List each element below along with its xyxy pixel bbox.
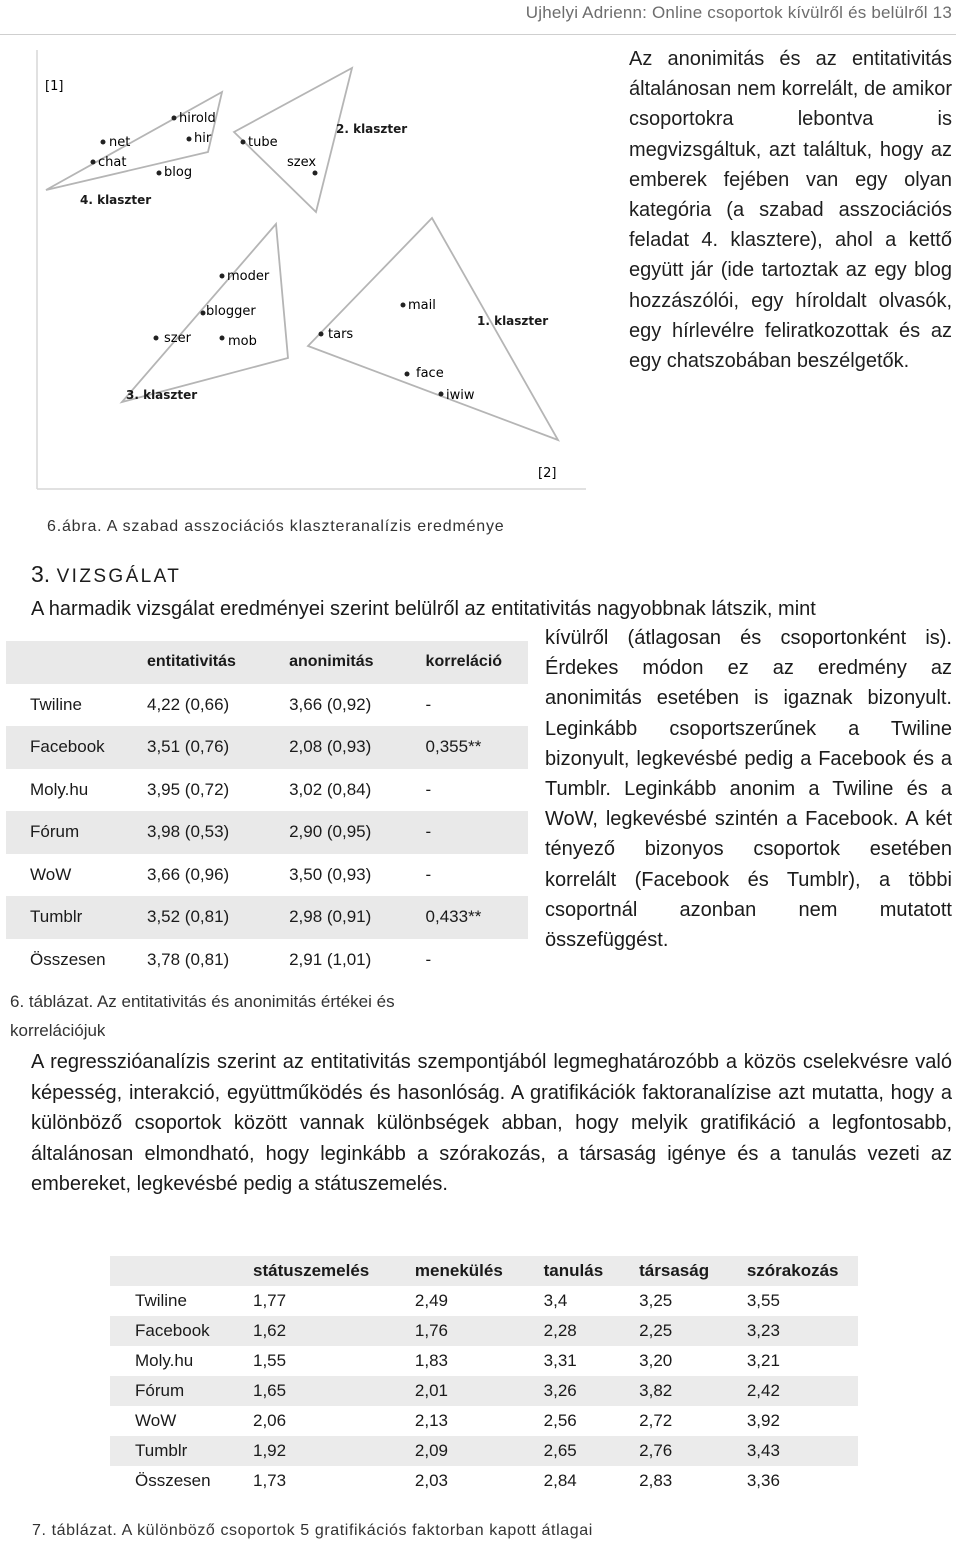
table-cell: 2,98 (0,91) (265, 896, 401, 939)
point-blogger (201, 311, 206, 316)
table-cell: 3,51 (0,76) (123, 726, 265, 769)
table-row (6, 854, 528, 897)
table-cell: Összesen (30, 949, 106, 969)
word-moder: moder (227, 269, 270, 284)
table-cell: 3,43 (725, 1436, 858, 1466)
table-cell: 1,65 (231, 1376, 393, 1406)
table-cell: 3,92 (746, 1411, 780, 1430)
table-cell: 3,25 (639, 1291, 673, 1310)
table-row (6, 896, 528, 939)
table-cell: Facebook (110, 1316, 231, 1346)
table-row (6, 769, 528, 812)
table-cell: 1,62 (231, 1316, 393, 1346)
word-chat: chat (98, 155, 127, 170)
table-cell: 3,23 (725, 1316, 858, 1346)
table-header-cell: tanulás (522, 1256, 618, 1286)
table-cell: - (425, 864, 432, 884)
table-header-cell: korreláció (402, 641, 528, 684)
table-cell: 3,36 (746, 1471, 780, 1490)
point-szex (313, 171, 318, 176)
cluster-4-label: 4. klaszter (80, 193, 152, 207)
table-header-row (110, 1256, 858, 1286)
table-row (110, 1316, 858, 1346)
table-cell: 3,95 (0,72) (147, 779, 230, 799)
table-cell: 3,66 (0,96) (147, 864, 230, 884)
table-cell: Fórum (110, 1376, 231, 1406)
table-gratifications (110, 1256, 858, 1496)
lead-paragraph: A harmadik vizsgálat eredményei szerint belülről az entitativitás nagyobbnak látszik, mint (31, 598, 816, 620)
table-row (6, 811, 528, 854)
table-entitativity (6, 641, 528, 981)
table-cell: 1,92 (231, 1436, 393, 1466)
table-cell: 3,26 (522, 1376, 618, 1406)
word-net: net (109, 135, 131, 150)
table-cell: 1,77 (253, 1291, 287, 1310)
table-cell: 2,91 (1,01) (289, 949, 372, 969)
paragraph-regression: A regresszióanalízis szerint az entitativitás szempontjából legmeghatározóbb a közös cselekvésre való képesség, interakció, együttműködés és hasonlóság. A gratifikációk faktoranalízise azt mutatta, hogy a különböző csoportok között vannak különbségek abban, hogy melyik gratifikáció a legfontosabb, általánosan elmondható, hogy leginkább a szórakozás, a társaság igénye és a tanulás vezeti az embereket, legkevésbé pedig a státuszemelés. (31, 1051, 952, 1195)
section-title-text: VIZSGÁLAT (56, 566, 182, 587)
table-header-cell (110, 1256, 231, 1286)
word-hir: hir (194, 131, 212, 146)
table-cell: 2,76 (617, 1436, 725, 1466)
table-header-cell: szórakozás (725, 1256, 858, 1286)
table-header-row (6, 641, 528, 684)
table7-caption: 7. táblázat. A különböző csoportok 5 gratifikációs faktorban kapott átlagai (32, 1522, 593, 1539)
table-cell: Facebook (6, 726, 123, 769)
table-header-cell: anonimitás (265, 641, 401, 684)
word-face: face (416, 366, 444, 381)
table-cell: 3,31 (543, 1351, 577, 1370)
table-header-cell (6, 641, 123, 684)
table-cell: 2,03 (414, 1471, 449, 1490)
table-cell: 3,66 (0,92) (289, 694, 372, 714)
table-cell: 2,28 (522, 1316, 618, 1346)
point-moder (220, 274, 225, 279)
word-hirold: hirold (179, 111, 216, 126)
point-mail (401, 303, 406, 308)
point-mob (220, 336, 225, 341)
table-cell: 2,83 (639, 1471, 673, 1490)
table-row (110, 1346, 858, 1376)
table-cell: 3,02 (0,84) (289, 779, 372, 799)
table-row (110, 1406, 858, 1436)
table6-caption-continued: korrelációjuk (10, 1021, 106, 1040)
table-row (110, 1286, 858, 1316)
table-row (110, 1436, 858, 1466)
figure-caption: 6.ábra. A szabad asszociációs klaszteranalízis eredménye (47, 518, 505, 535)
table-cell: Tumblr (6, 896, 123, 939)
table-cell: 3,98 (0,53) (123, 811, 265, 854)
table-cell: 2,42 (725, 1376, 858, 1406)
cluster-1-label: 1. klaszter (477, 314, 549, 328)
table-cell: 3,21 (746, 1351, 780, 1370)
table-header-cell: státuszemelés (231, 1256, 393, 1286)
running-header: Ujhelyi Adrienn: Online csoportok kívülről és belülről 13 (525, 3, 952, 22)
point-szer (154, 336, 159, 341)
table-cell: 2,72 (639, 1411, 673, 1430)
table-header-cell: társaság (617, 1256, 725, 1286)
table6-caption: 6. táblázat. Az entitativitás és anonimitás értékei és (10, 992, 395, 1011)
table-cell: 2,49 (414, 1291, 449, 1310)
table-cell: 2,13 (414, 1411, 449, 1430)
cluster-diagram (36, 50, 586, 492)
point-hir (187, 137, 192, 142)
table-cell: Twiline (135, 1291, 187, 1310)
table-cell: 3,4 (543, 1291, 568, 1310)
word-blog: blog (164, 165, 193, 180)
paragraph-anonymity: Az anonimitás és az entitativitás általánosan nem korrelált, de amikor csoportokra lebontva is megvizsgáltuk, azt találtuk, hogy az emberek fejében van egy olyan kategória (a szabad asszociációs feladat 4. klasztere), ahol a kettő együtt jár (ide tartoztak az egy blog hozzászólói, egy híroldalt olvasók, egy hírlevélre feliratkozottak és az egy chatszobában beszélgetők. (629, 48, 952, 373)
table-cell: 1,73 (253, 1471, 287, 1490)
table-header-cell: entitativitás (123, 641, 265, 684)
table-cell: 2,08 (0,93) (265, 726, 401, 769)
cluster-3-label: 3. klaszter (126, 388, 198, 402)
header-divider (0, 34, 956, 35)
word-mail: mail (408, 298, 436, 313)
axis-label-2: [2] (538, 466, 557, 481)
table-cell: 3,20 (639, 1351, 673, 1370)
axis-label-1: [1] (45, 79, 64, 94)
table-cell: Fórum (6, 811, 123, 854)
table-cell: 1,76 (393, 1316, 522, 1346)
table-cell: 1,83 (414, 1351, 449, 1370)
table-cell: - (402, 811, 528, 854)
table-cell: 3,50 (0,93) (289, 864, 372, 884)
word-tars: tars (328, 327, 354, 342)
table-cell: Összesen (135, 1471, 211, 1490)
point-hirold (172, 116, 177, 121)
table-cell: 2,25 (617, 1316, 725, 1346)
word-tube: tube (248, 135, 278, 150)
table-cell: 3,55 (746, 1291, 780, 1310)
point-tars (319, 332, 324, 337)
table-cell: 2,56 (543, 1411, 577, 1430)
table-cell: - (425, 779, 432, 799)
table-cell: 2,84 (543, 1471, 577, 1490)
table-row (110, 1376, 858, 1406)
table-cell: 2,09 (393, 1436, 522, 1466)
table-row (6, 684, 528, 727)
table-cell: 0,355** (402, 726, 528, 769)
word-blogger: blogger (206, 304, 256, 319)
point-iwiw (439, 392, 444, 397)
word-szer: szer (164, 331, 191, 346)
table-cell: - (425, 694, 432, 714)
paragraph-results: kívülről (átlagosan és csoportonként is). Érdekes módon ez az eredmény az anonimitás esetében is igaznak bizonyult. Leginkább csoportszerűnek a Twiline bizonyult, legkevésbé pedig a Facebook és a Tumblr. Leginkább anonim a Twiline és a WoW, legkevésbé szintén a Facebook. A két tényező bizonyos csoportok esetében korrelált (Facebook és Tumblr), a többi csoportnál azonban nem mutatott összefüggést. (545, 627, 952, 952)
table-cell: WoW (135, 1411, 177, 1430)
word-szex: szex (287, 155, 317, 170)
point-blog (157, 171, 162, 176)
table-cell: 3,78 (0,81) (147, 949, 230, 969)
table-cell: 2,01 (393, 1376, 522, 1406)
table-cell: 2,65 (522, 1436, 618, 1466)
cluster-2-label: 2. klaszter (336, 122, 408, 136)
point-net (101, 140, 106, 145)
table-row (110, 1466, 858, 1496)
table-cell: 1,55 (253, 1351, 287, 1370)
table-cell: 4,22 (0,66) (147, 694, 230, 714)
table-cell: 3,52 (0,81) (123, 896, 265, 939)
section-heading (31, 561, 181, 588)
table-row (6, 939, 528, 982)
table-cell: Tumblr (110, 1436, 231, 1466)
table-cell: 0,433** (402, 896, 528, 939)
table-cell: Twiline (30, 694, 82, 714)
table-cell: Moly.hu (30, 779, 89, 799)
point-chat (91, 160, 96, 165)
table-cell: 2,90 (0,95) (265, 811, 401, 854)
table-row (6, 726, 528, 769)
table-cell: 2,06 (253, 1411, 287, 1430)
section-number: 3. (31, 561, 51, 587)
table-cell: WoW (30, 864, 72, 884)
word-iwiw: iwiw (446, 388, 475, 403)
table-cell: Moly.hu (135, 1351, 194, 1370)
word-mob: mob (228, 334, 257, 349)
point-tube (241, 140, 246, 145)
table-cell: - (425, 949, 432, 969)
table-header-cell: menekülés (393, 1256, 522, 1286)
table-cell: 3,82 (617, 1376, 725, 1406)
point-face (405, 372, 410, 377)
